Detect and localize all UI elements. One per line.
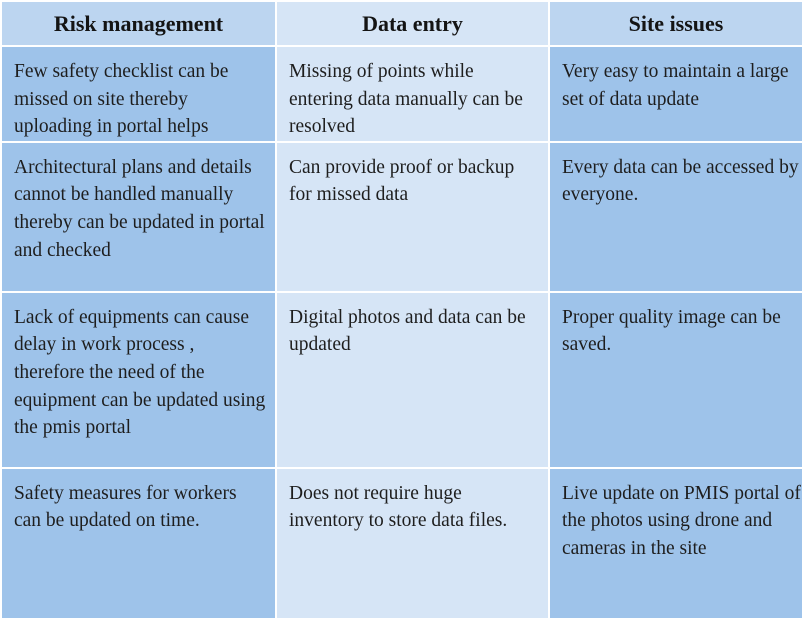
cell-site-issues: [549, 468, 802, 619]
cell-site-issues: [549, 292, 802, 468]
cell-data-entry: Missing of points while entering data manually can be resolved: [276, 46, 549, 142]
cell-risk-management: Few safety checklist can be missed on site thereby uploading in portal helps: [1, 46, 276, 142]
cell-risk-management: Safety measures for workers can be updated on time.: [1, 468, 276, 619]
cell-site-issues: [549, 142, 802, 292]
cell-data-entry: Does not require huge inventory to store data files.: [276, 468, 549, 619]
cell-data-entry: Can provide proof or backup for missed data: [276, 142, 549, 292]
cell-site-issues: [549, 46, 802, 142]
header-site-issues: Site issues: [549, 1, 802, 46]
table-row: [1, 292, 802, 468]
cell-site-issues-text: Very easy to maintain a large set of data update: [562, 61, 789, 110]
cell-data-entry: Digital photos and data can be updated: [276, 292, 549, 468]
header-risk-management: Risk management: [1, 1, 276, 46]
cell-risk-management: Architectural plans and details cannot be handled manually thereby can be updated in portal and checked: [1, 142, 276, 292]
cell-site-issues-text: Live update on PMIS portal of the photos using drone and cameras in the site: [562, 482, 801, 559]
table-row: [1, 46, 802, 142]
table-row: [1, 142, 802, 292]
table-row: [1, 468, 802, 619]
cell-site-issues-text: Every data can be accessed by everyone.: [562, 156, 799, 206]
cell-site-issues-text: Proper quality image can be saved.: [562, 306, 781, 356]
cell-risk-management: Lack of equipments can cause delay in work process , therefore the need of the equipment can be updated using the pmis portal: [1, 292, 276, 468]
header-row: [1, 1, 802, 46]
header-data-entry: Data entry: [276, 1, 549, 46]
